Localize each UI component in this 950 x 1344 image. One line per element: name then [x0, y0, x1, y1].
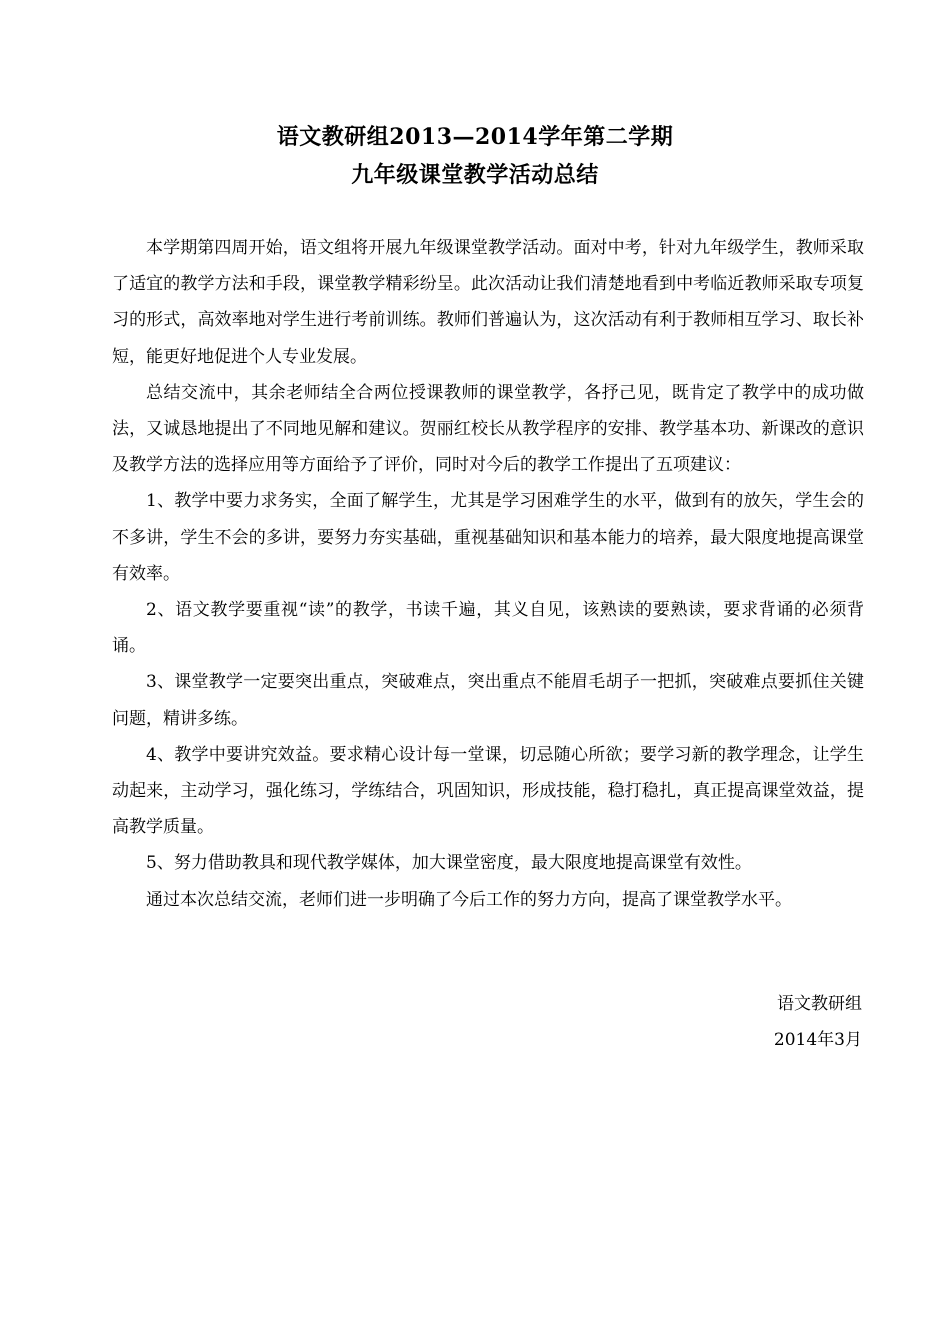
title-line-2: 九年级课堂教学活动总结 — [351, 162, 599, 188]
title-line-1: 语文教研组2013—2014学年第二学期 — [276, 124, 674, 150]
paragraph-intro: 本学期第四周开始，语文组将开展九年级课堂教学活动。面对中考，针对九年级学生，教师采取了适宜的教学方法和手段，课堂教学精彩纷呈。此次活动让我们清楚地看到中考临近教师采取专项复习的形式，高效率地对学生进行考前训练。教师们普遍认为，这次活动有利于教师相互学习、取长补短，能更好地促进个人专业发展。 — [112, 238, 864, 367]
document-title — [0, 118, 950, 194]
signature-date: 2014年3月 — [773, 1030, 862, 1050]
signature-org: 语文教研组 — [777, 994, 862, 1014]
signature-block — [774, 986, 862, 1058]
suggestion-item-4: 4、教学中要讲究效益。要求精心设计每一堂课，切忌随心所欲；要学习新的教学理念，让学生动起来，主动学习，强化练习，学练结合，巩固知识，形成技能，稳打稳扎，真正提高课堂效益，提高教学质量。 — [112, 744, 864, 838]
suggestion-item-2: 2、语文教学要重视“读”的教学，书读千遍，其义自见，该熟读的要熟读，要求背诵的必须背诵。 — [112, 600, 864, 657]
paragraph-conclusion: 通过本次总结交流，老师们进一步明确了今后工作的努力方向，提高了课堂教学水平。 — [146, 889, 792, 910]
paragraph-summary: 总结交流中，其余老师结全合两位授课教师的课堂教学，各抒己见，既肯定了教学中的成功做法，又诚恳地提出了不同地见解和建议。贺丽红校长从教学程序的安排、教学基本功、新课改的意识及教学方法的选择应用等方面给予了评价，同时对今后的教学工作提出了五项建议： — [112, 382, 864, 476]
suggestion-item-5: 5、努力借助教具和现代教学媒体，加大课堂密度，最大限度地提高课堂有效性。 — [146, 853, 752, 874]
suggestion-item-3: 3、课堂教学一定要突出重点，突破难点，突出重点不能眉毛胡子一把抓，突破难点要抓住关键问题，精讲多练。 — [112, 672, 864, 729]
document-body — [112, 230, 864, 918]
suggestion-item-1: 1、教学中要力求务实，全面了解学生，尤其是学习困难学生的水平，做到有的放矢，学生会的不多讲，学生不会的多讲，要努力夯实基础，重视基础知识和基本能力的培养，最大限度地提高课堂有效率。 — [112, 491, 864, 584]
